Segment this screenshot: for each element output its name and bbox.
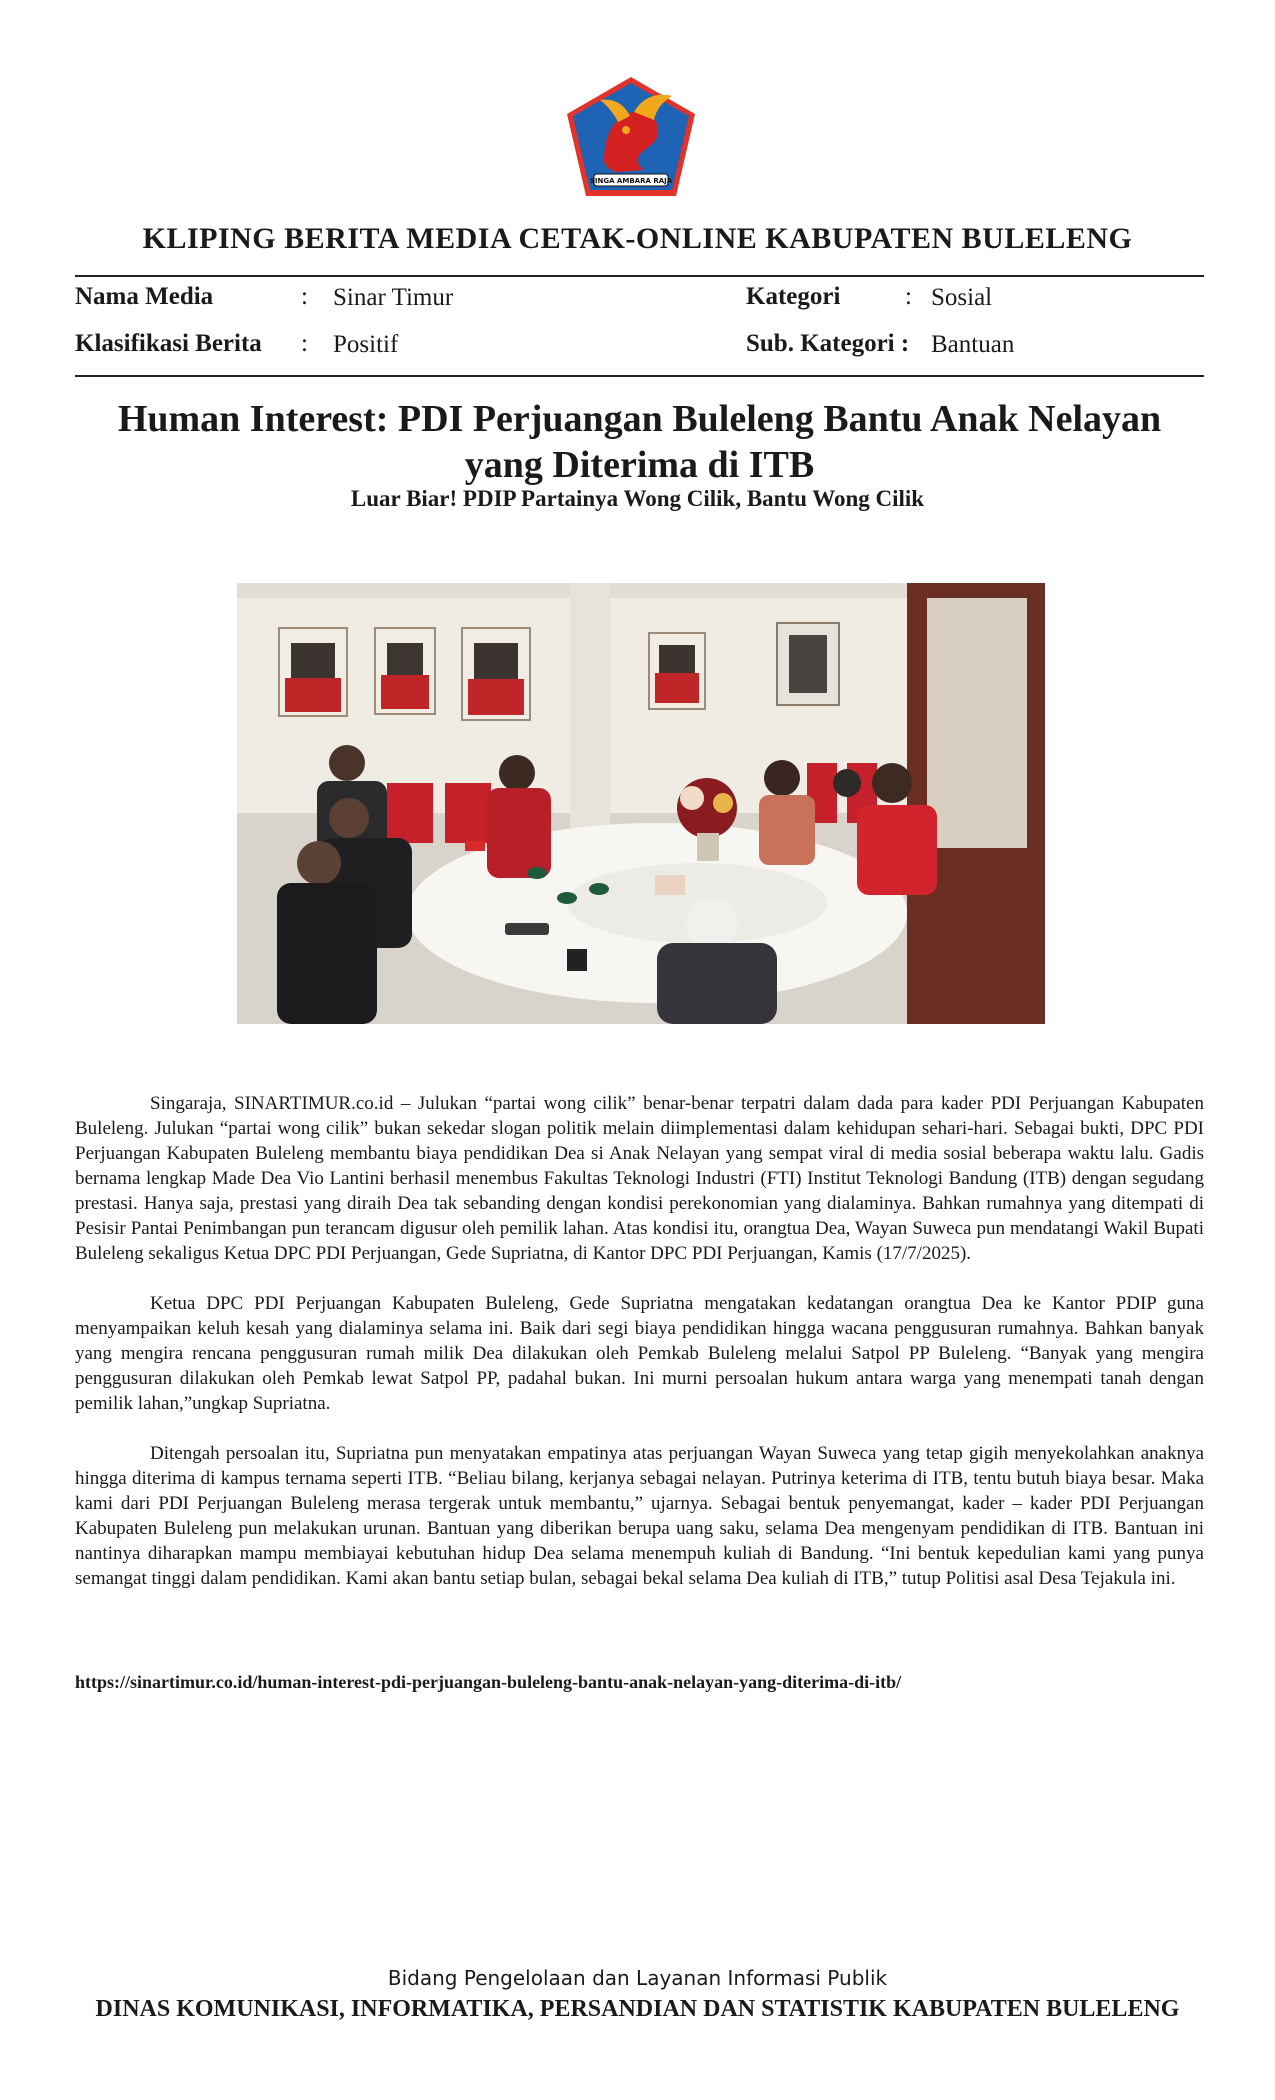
article-body [75,1091,1204,1616]
sub-kategori-value: Bantuan [931,331,1015,358]
klasifikasi-value: Positif [333,331,399,358]
article-subheadline: Luar Biar! PDIP Partainya Wong Cilik, Bantu Wong Cilik [350,486,925,511]
article-photo [237,583,1045,1024]
header-rule-bottom [75,375,1204,377]
kategori-value: Sosial [931,284,993,311]
article-headline: Human Interest: PDI Perjuangan Buleleng Bantu Anak Nelayan yang Diterima di ITB [117,398,1162,486]
footer-division: Bidang Pengelolaan dan Layanan Informasi Publik [387,1966,888,1990]
header-rule-top [75,275,1204,277]
article-paragraph: Singaraja, SINARTIMUR.co.id – Julukan “partai wong cilik” benar-benar terpatri dalam dada para kader PDI Perjuangan Kabupaten Buleleng. Julukan “partai wong cilik” bukan sekedar slogan politik melain diimplementasi dalam kehidupan sehari-hari. Sebagai bukti, DPC PDI Perjuangan Kabupaten Buleleng membantu biaya pendidikan Dea si Anak Nelayan yang sempat viral di media sosial beberapa waktu lalu. Gadis bernama lengkap Made Dea Vio Lantini berhasil menembus Fakultas Teknologi Industri (FTI) Institut Teknologi Bandung (ITB) dengan segudang prestasi. Hanya saja, prestasi yang diraih Dea tak sebanding dengan kondisi perekonomian yang dialaminya. Bahkan rumahnya yang ditempati di Pesisir Pantai Penimbangan pun terancam digusur oleh pemilik lahan. Atas kondisi itu, orangtua Dea, Wayan Suweca pun mendatangi Wakil Bupati Buleleng sekaligus Ketua DPC PDI Perjuangan, Gede Supriatna, di Kantor DPC PDI Perjuangan, Kamis (17/7/2025). [75,1093,1204,1264]
klasifikasi-label: Klasifikasi Berita [75,330,262,357]
article-paragraph: Ketua DPC PDI Perjuangan Kabupaten Buleleng, Gede Supriatna mengatakan kedatangan orangtua Dea ke Kantor PDIP guna menyampaikan keluh kesah yang dialaminya selama ini. Baik dari segi biaya pendidikan hingga wacana penggusuran rumahnya. Bahkan banyak yang mengira rencana penggusuran rumah milik Dea dilakukan oleh Pemkab Buleleng melalui Satpol PP Buleleng. “Banyak yang mengira penggusuran dilakukan oleh Pemkab lewat Satpol PP, padahal bukan. Ini murni persoalan hukum antara warga yang menempati tanah dengan pemilik lahan,”ungkap Supriatna. [75,1293,1204,1414]
meta-separator: : [905,283,912,310]
sub-kategori-label: Sub. Kategori : [746,330,910,357]
logo-motto: SINGA AMBARA RAJA [589,177,673,185]
clipping-title: KLIPING BERITA MEDIA CETAK-ONLINE KABUPATEN BULELENG [142,222,1133,255]
meta-sub-kategori [746,330,909,358]
nama-media-label: Nama Media [75,283,214,310]
buleleng-regency-logo [564,74,698,200]
meta-separator: : [301,330,308,357]
footer-agency: DINAS KOMUNIKASI, INFORMATIKA, PERSANDIAN DAN STATISTIK KABUPATEN BULELENG [95,1996,1180,2022]
meta-kategori [746,283,840,311]
meta-nama-media [75,283,213,311]
meta-separator: : [301,283,308,310]
meta-klasifikasi [75,330,262,358]
nama-media-value: Sinar Timur [333,284,454,311]
kategori-label: Kategori [746,283,841,310]
article-paragraph: Ditengah persoalan itu, Supriatna pun menyatakan empatinya atas perjuangan Wayan Suweca yang tetap gigih menyekolahkan anaknya hingga diterima di kampus ternama seperti ITB. “Beliau bilang, kerjanya sebagai nelayan. Putrinya keterima di ITB, tentu butuh biaya besar. Maka kami dari PDI Perjuangan Buleleng merasa tergerak untuk membantu,” ujarnya. Sebagai bentuk penyemangat, kader – kader PDI Perjuangan Kabupaten Buleleng pun melakukan urunan. Bantuan yang diberikan berupa uang saku, selama Dea mengenyam pendidikan di ITB. Bantuan ini nantinya diharapkan mampu membiayai kebutuhan hidup Dea selama menempuh kuliah di Bandung. “Ini bentuk kepedulian kami yang punya semangat tinggi dalam pendidikan. Kami akan bantu setiap bulan, sebagai bekal selama Dea kuliah di ITB,” tutup Politisi asal Desa Tejakula ini. [75,1443,1204,1589]
article-source-url: https://sinartimur.co.id/human-interest-pdi-perjuangan-buleleng-bantu-anak-nelayan-yang-diterima-di-itb/ [75,1672,902,1692]
